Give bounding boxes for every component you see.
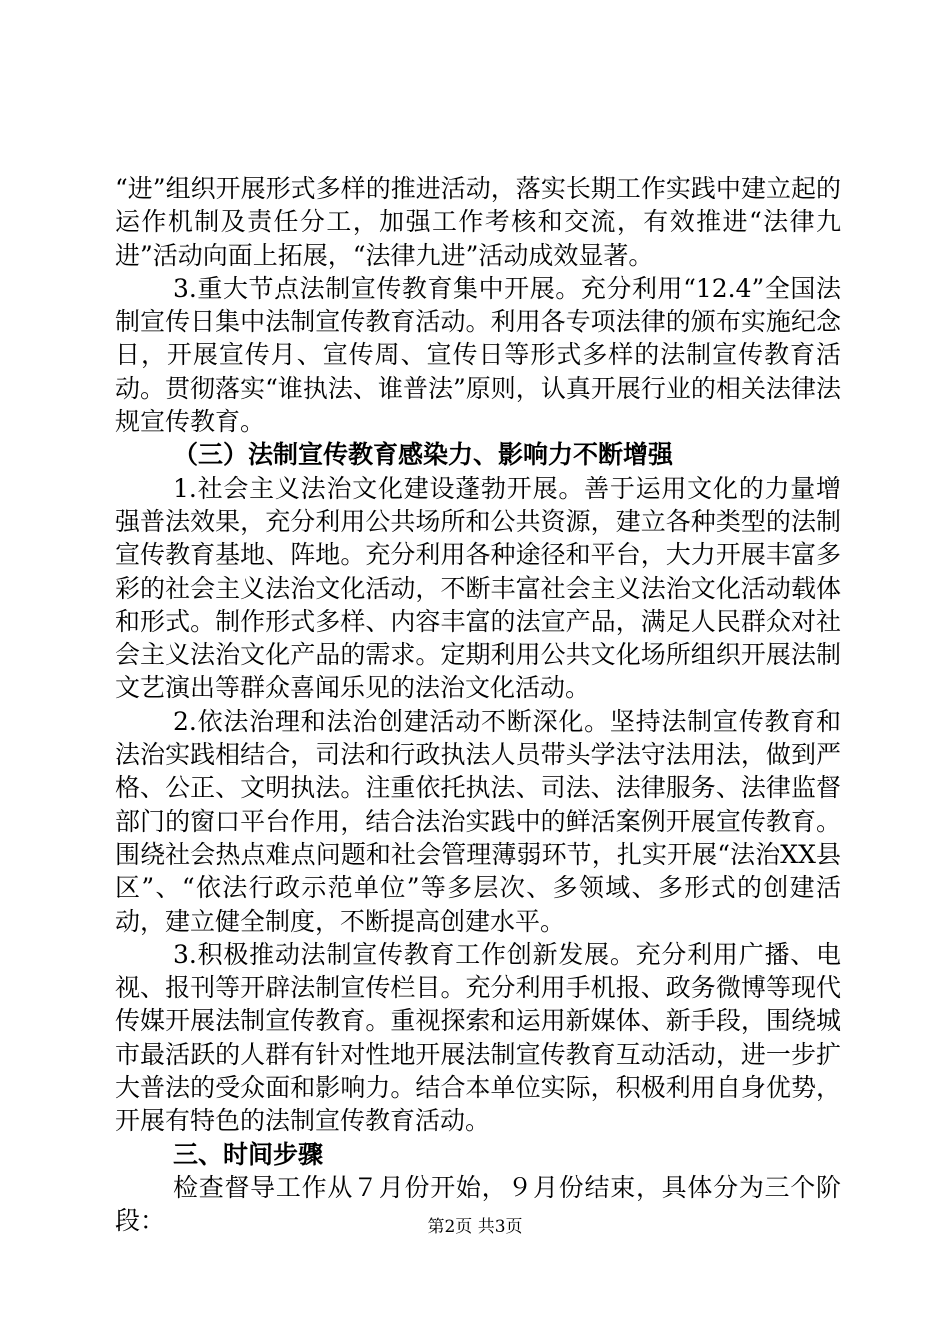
paragraph-item-2-governance: 2.依法治理和法治创建活动不断深化。坚持法制宣传教育和法治实践相结合，司法和行政执法人员带头学法守法用法，做到严格、公正、文明执法。注重依托执法、司法、法律服务、法律监督部门的窗口平台作用，结合法治实践中的鲜活案例开展宣传教育。围绕社会热点难点问题和社会管理薄弱环节，扎实开展“法治XX县区”、“依法行政示范单位”等多层次、多领域、多形式的创建活动，建立健全制度，不断提高创建水平。 — [115, 706, 841, 936]
paragraph-item-3-key-dates: 3.重大节点法制宣传教育集中开展。充分利用“12.4”全国法制宣传日集中法制宣传教育活动。利用各专项法律的颁布实施纪念日，开展宣传月、宣传周、宣传日等形式多样的法制宣传教育活动。贯彻落实“谁执法、谁普法”原则，认真开展行业的相关法律法规宣传教育。 — [115, 273, 841, 437]
paragraph-item-1-legal-culture: 1.社会主义法治文化建设蓬勃开展。善于运用文化的力量增强普法效果，充分利用公共场所和公共资源，建立各种类型的法制宣传教育基地、阵地。充分利用各种途径和平台，大力开展丰富多彩的社会主义法治文化活动，不断丰富社会主义法治文化活动载体和形式。制作形式多样、内容丰富的法宣产品，满足人民群众对社会主义法治文化产品的需求。定期利用公共文化场所组织开展法制文艺演出等群众喜闻乐见的法治文化活动。 — [115, 473, 841, 703]
document-body — [115, 172, 841, 1238]
section-heading-timeline: 三、时间步骤 — [173, 1139, 324, 1169]
paragraph-item-3-innovation: 3.积极推动法制宣传教育工作创新发展。充分利用广播、电视、报刊等开辟法制宣传栏目。充分利用手机报、政务微博等现代传媒开展法制宣传教育。重视探索和运用新媒体、新手段，围绕城市最活跃的人群有针对性地开展法制宣传教育互动活动，进一步扩大普法的受众面和影响力。结合本单位实际，积极利用自身优势，开展有特色的法制宣传教育活动。 — [115, 939, 841, 1136]
paragraph-timeline: 检查督导工作从７月份开始，９月份结束，具体分为三个阶段： — [115, 1172, 841, 1236]
paragraph-continuation: “进”组织开展形式多样的推进活动，落实长期工作实践中建立起的运作机制及责任分工，加强工作考核和交流，有效推进“法律九进”活动向面上拓展，“法律九进”活动成效显著。 — [115, 174, 841, 270]
page-number-footer: 第2页 共3页 — [427, 1217, 523, 1237]
section-heading-3: （三）法制宣传教育感染力、影响力不断增强 — [173, 440, 674, 470]
